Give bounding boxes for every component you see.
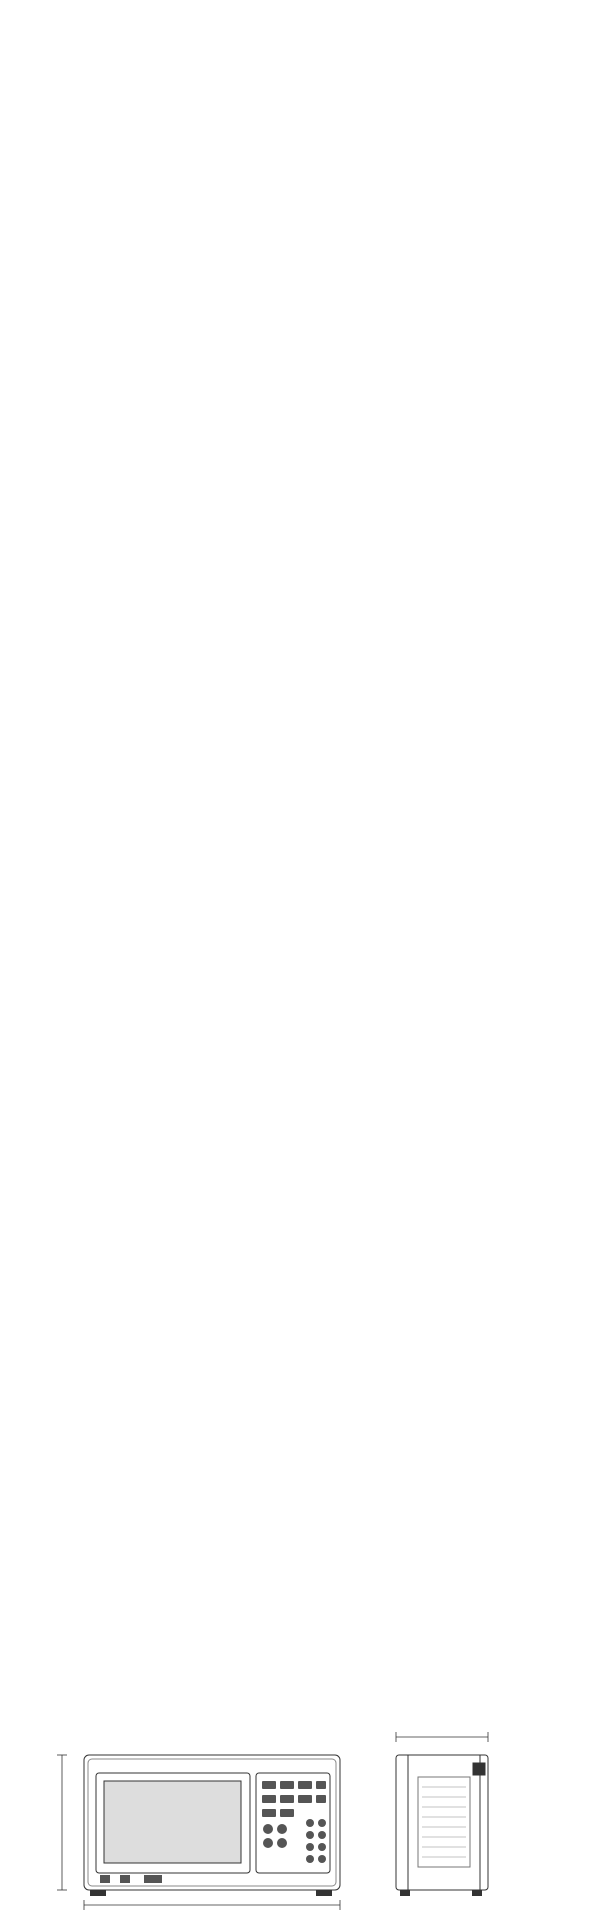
display-screen <box>104 1781 241 1863</box>
instrument-dimension-drawing <box>20 1725 580 1915</box>
